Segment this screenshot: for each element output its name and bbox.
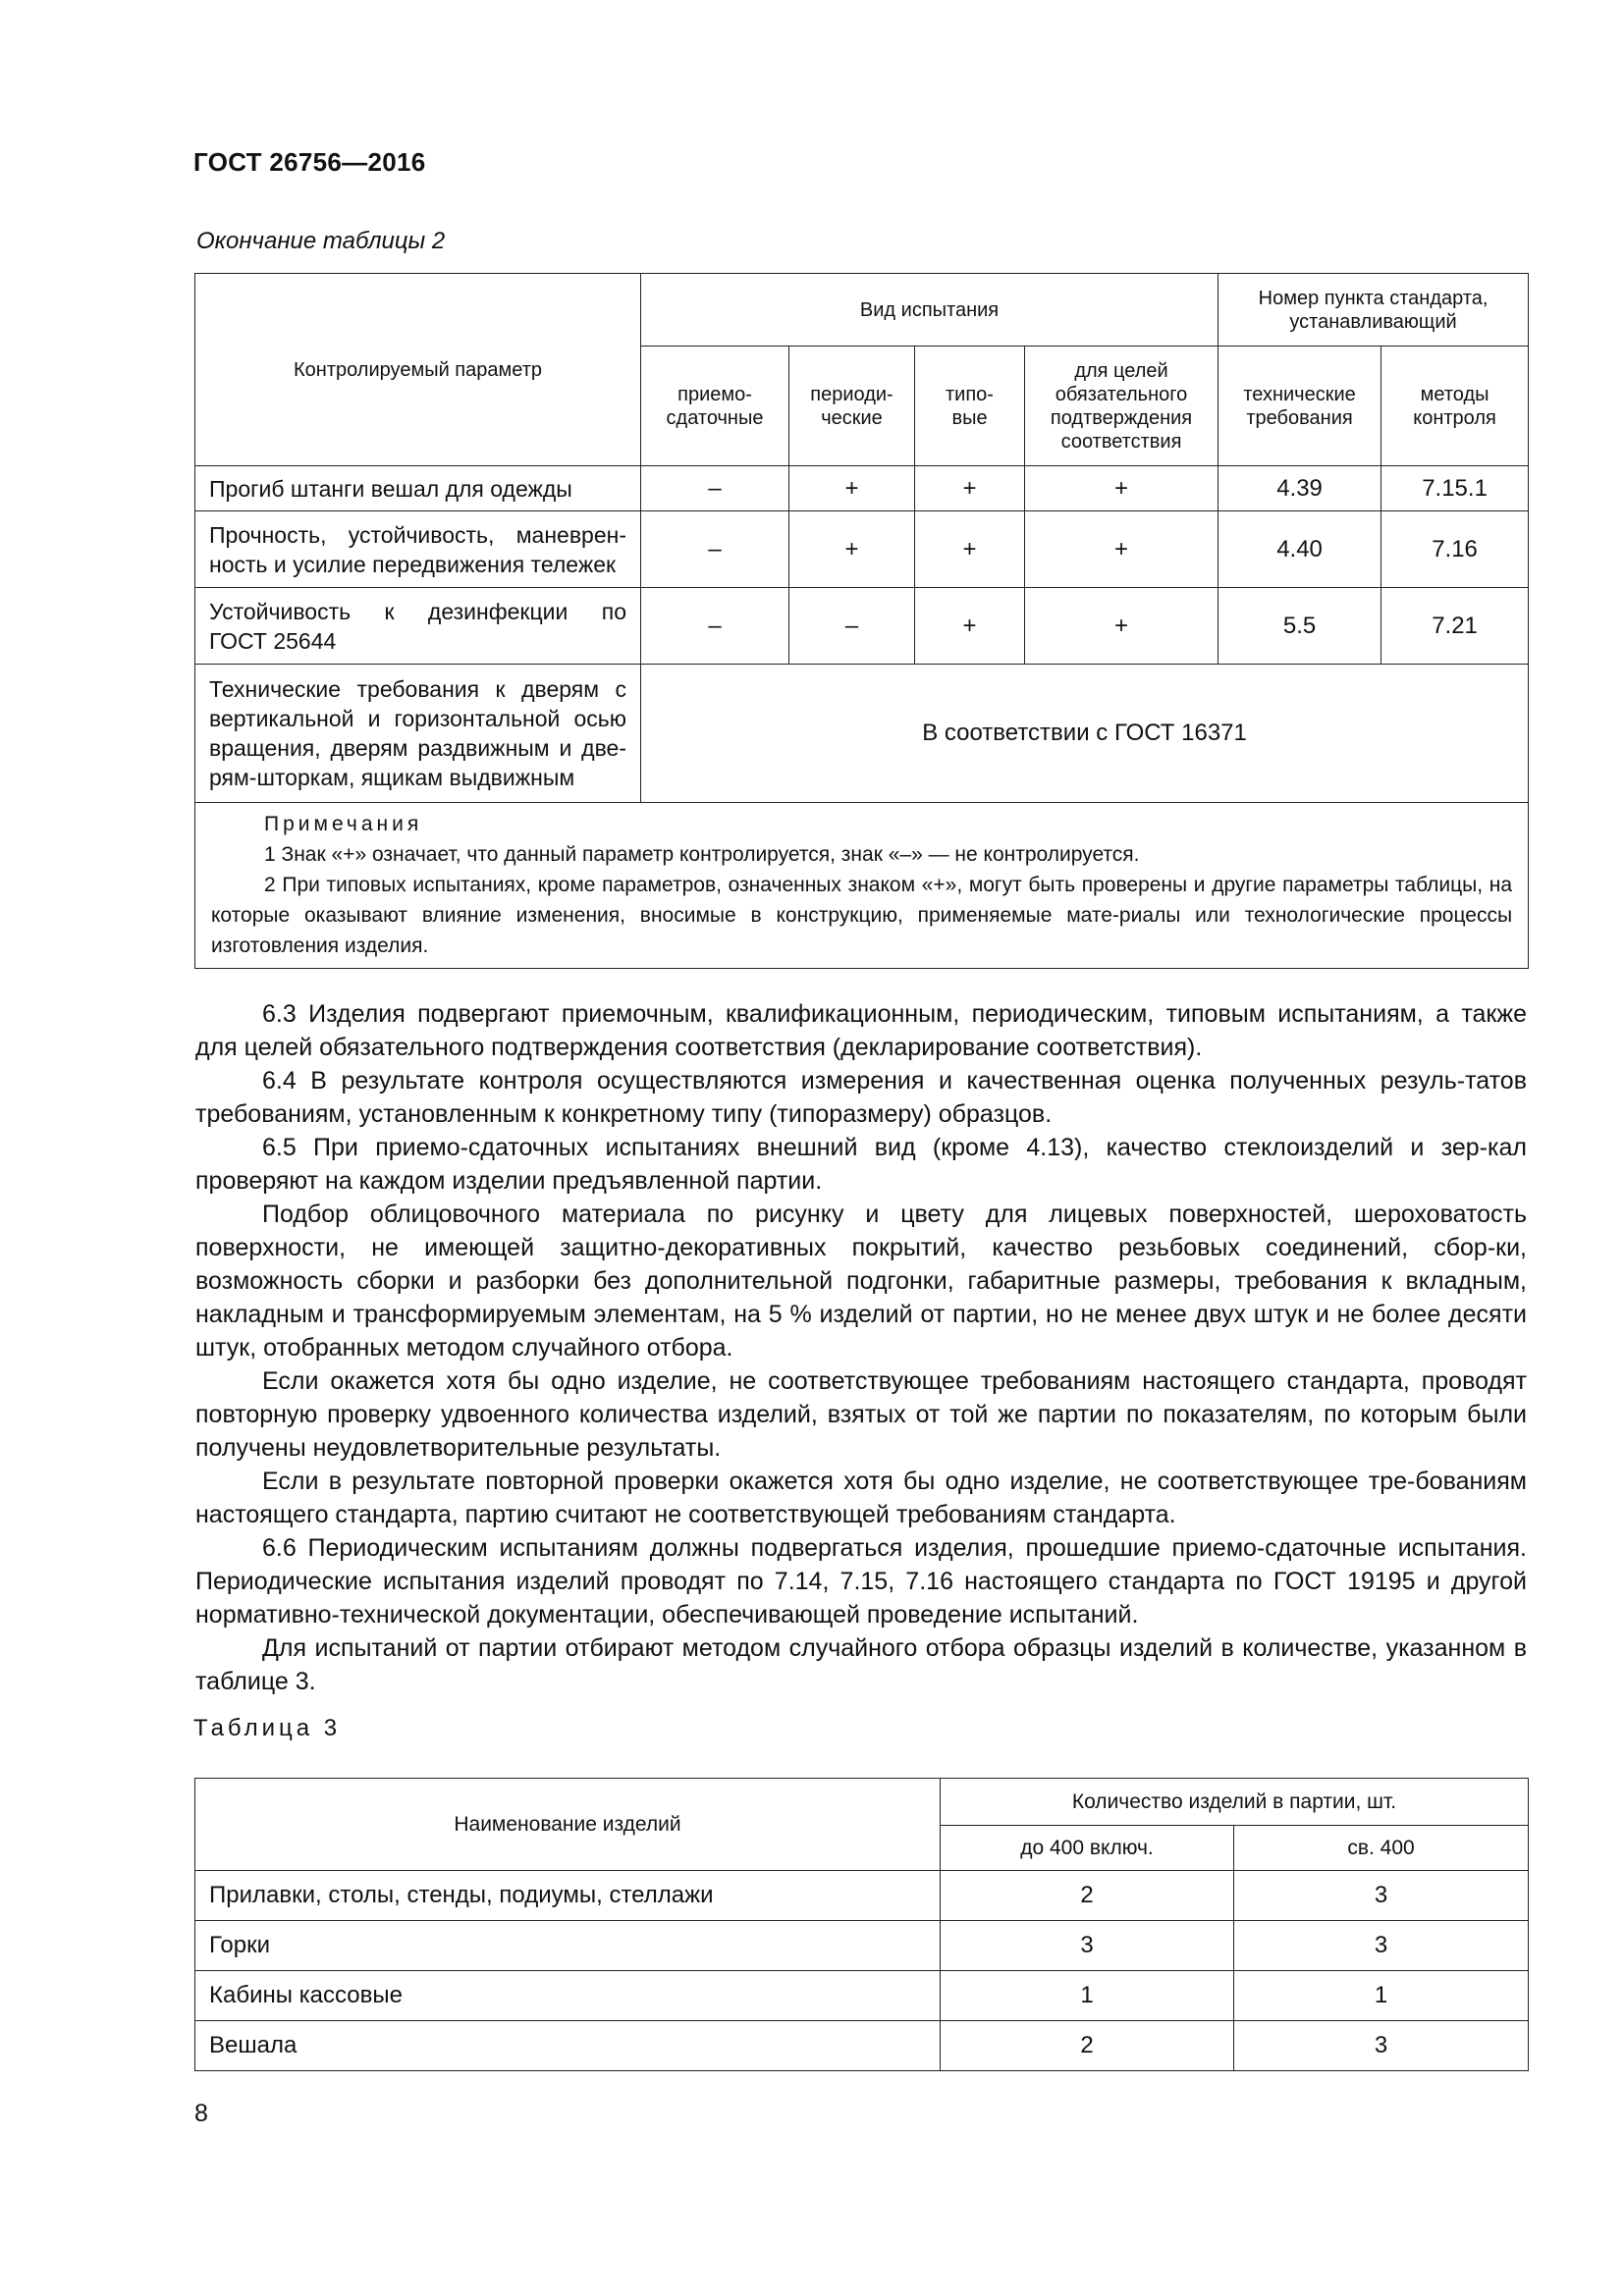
table2-requirement-cell: 4.40: [1218, 511, 1381, 588]
paragraph: Если окажется хотя бы одно изделие, не соответствующее требованиям настоящего стандарта, проводят повторную проверку удвоенного количества изделий, взятых от той же партии по показателям, по которым были получены неудовлетворительные результаты.: [195, 1367, 1527, 1462]
table3-value-cell: 2: [941, 2021, 1234, 2071]
paragraph: 6.3 Изделия подвергают приемочным, квалификационным, периодическим, типовым испытаниям, а также для целей обязательного подтверждения соответствия (декларирование соответствия).: [195, 1000, 1527, 1061]
table2-value-cell: –: [641, 511, 789, 588]
table2-value-cell: +: [915, 588, 1025, 665]
table2-value-cell: –: [789, 588, 915, 665]
table3-subheader: до 400 включ.: [941, 1826, 1234, 1871]
table2-requirement-cell: 4.39: [1218, 466, 1381, 511]
table2-requirement-cell: 5.5: [1218, 588, 1381, 665]
paragraph: 6.5 При приемо-сдаточных испытаниях внешний вид (кроме 4.13), качество стеклоизделий и зер-кал проверяют на каждом изделии предъявленной партии.: [195, 1134, 1527, 1195]
table-row: [195, 466, 1529, 511]
table3-value-cell: 3: [1234, 2021, 1529, 2071]
table2-value-cell: –: [641, 466, 789, 511]
note-1: 1 Знак «+» означает, что данный параметр контролируется, знак «–» — не контролируется.: [264, 843, 1140, 866]
table2-subheader: приемо-сдаточные: [641, 347, 789, 466]
table3-value-cell: 2: [941, 1871, 1234, 1921]
table2-value-cell: +: [1025, 588, 1218, 665]
table2-value-cell: –: [641, 588, 789, 665]
table2-subheader: периоди-ческие: [789, 347, 915, 466]
table2-method-cell: 7.15.1: [1381, 466, 1529, 511]
table2-header-test-kind: Вид испытания: [641, 274, 1218, 347]
table-row: [195, 588, 1529, 665]
table3-name-cell: Вешала: [195, 2021, 941, 2071]
table3: [194, 1778, 1529, 2071]
table3-name-cell: Прилавки, столы, стенды, подиумы, стеллажи: [195, 1871, 941, 1921]
table2-method-cell: 7.16: [1381, 511, 1529, 588]
table2-method-cell: 7.21: [1381, 588, 1529, 665]
table2-param-line: ность и усилие передвижения тележек: [209, 551, 617, 577]
table-row: [195, 1871, 1529, 1921]
table3-name-cell: Горки: [195, 1921, 941, 1971]
document-header: ГОСТ 26756—2016: [193, 147, 426, 177]
table2-value-cell: +: [915, 466, 1025, 511]
table2-subheader: для целей обязательного подтверждения соответствия: [1025, 347, 1218, 466]
table2-value-cell: +: [789, 511, 915, 588]
table2-header-param: Контролируемый параметр: [195, 274, 641, 466]
table2-param-cell: Технические требования к дверям с вертикальной и горизонтальной осью вращения, дверям раздвижным и две-рям-шторкам, ящикам выдвижным: [195, 665, 641, 803]
table3-subheader: св. 400: [1234, 1826, 1529, 1871]
table2-param-cell: Прогиб штанги вешал для одежды: [195, 466, 641, 511]
table2-param-cell: [195, 511, 641, 588]
table3-value-cell: 3: [941, 1921, 1234, 1971]
table2: [194, 273, 1529, 969]
table3-value-cell: 3: [1234, 1871, 1529, 1921]
table2-param-cell: [195, 588, 641, 665]
table2-param-line: ГОСТ 25644: [209, 627, 337, 654]
notes-title: Примечания: [264, 813, 423, 835]
table3-value-cell: 3: [1234, 1921, 1529, 1971]
table2-value-cell: +: [915, 511, 1025, 588]
paragraph: Подбор облицовочного материала по рисунку и цвету для лицевых поверхностей, шероховатость поверхности, не имеющей защитно-декоративных покрытий, качество резьбовых соединений, сбор-ки, возможность сборки и разборки без дополнительной подгонки, габаритные размеры, требования к вкладным, накладным и трансформируемым элементам, на 5 % изделий от партии, но не менее двух штук и не более десяти штук, отобранных методом случайного отбора.: [195, 1201, 1527, 1362]
table-row: [195, 665, 1529, 803]
table3-header-name: Наименование изделий: [195, 1779, 941, 1871]
page-number: 8: [194, 2100, 208, 2127]
table3-value-cell: 1: [941, 1971, 1234, 2021]
table-row: [195, 511, 1529, 588]
table3-name-cell: Кабины кассовые: [195, 1971, 941, 2021]
table3-header-quantity: Количество изделий в партии, шт.: [941, 1779, 1529, 1826]
paragraph: 6.6 Периодическим испытаниям должны подвергаться изделия, прошедшие приемо-сдаточные испытания. Периодические испытания изделий проводят по 7.14, 7.15, 7.16 настоящего стандарта по ГОСТ 19195 и другой нормативно-технической документации, обеспечивающей проведение испытаний.: [195, 1534, 1527, 1629]
table3-caption: Таблица 3: [193, 1715, 342, 1741]
paragraph: Если в результате повторной проверки окажется хотя бы одно изделие, не соответствующее тре-бованиям настоящего стандарта, партию считают не соответствующей требованиям стандарта.: [195, 1468, 1527, 1528]
table-row: [195, 1971, 1529, 2021]
table2-param-line: Прочность, устойчивость, маневрен-: [209, 521, 626, 548]
table-row: [195, 2021, 1529, 2071]
paragraph: 6.4 В результате контроля осуществляются измерения и качественная оценка полученных резуль-татов требованиям, установленным к конкретному типу (типоразмеру) образцов.: [195, 1067, 1527, 1128]
table3-value-cell: 1: [1234, 1971, 1529, 2021]
table2-param-line: Устойчивость к дезинфекции по: [209, 598, 626, 624]
table2-header-standard-clause: Номер пункта стандарта, устанавливающий: [1218, 274, 1529, 347]
table2-subheader: технические требования: [1218, 347, 1381, 466]
table2-caption: Окончание таблицы 2: [196, 228, 446, 254]
table2-value-cell: +: [1025, 511, 1218, 588]
table2-subheader: типо-вые: [915, 347, 1025, 466]
table2-merged-cell: В соответствии с ГОСТ 16371: [641, 665, 1529, 803]
table-row: [195, 1921, 1529, 1971]
table2-value-cell: +: [789, 466, 915, 511]
body-text: [195, 997, 1527, 1698]
paragraph: Для испытаний от партии отбирают методом случайного отбора образцы изделий в количестве, указанном в таблице 3.: [195, 1634, 1527, 1695]
table2-subheader: методы контроля: [1381, 347, 1529, 466]
note-2: 2 При типовых испытаниях, кроме параметров, означенных знаком «+», могут быть проверены и другие параметры таблицы, на которые оказывают влияние изменения, вносимые в конструкцию, применяемые мате-риалы или технологические процессы изготовления изделия.: [211, 874, 1513, 957]
table2-value-cell: +: [1025, 466, 1218, 511]
table2-notes: [195, 803, 1529, 969]
